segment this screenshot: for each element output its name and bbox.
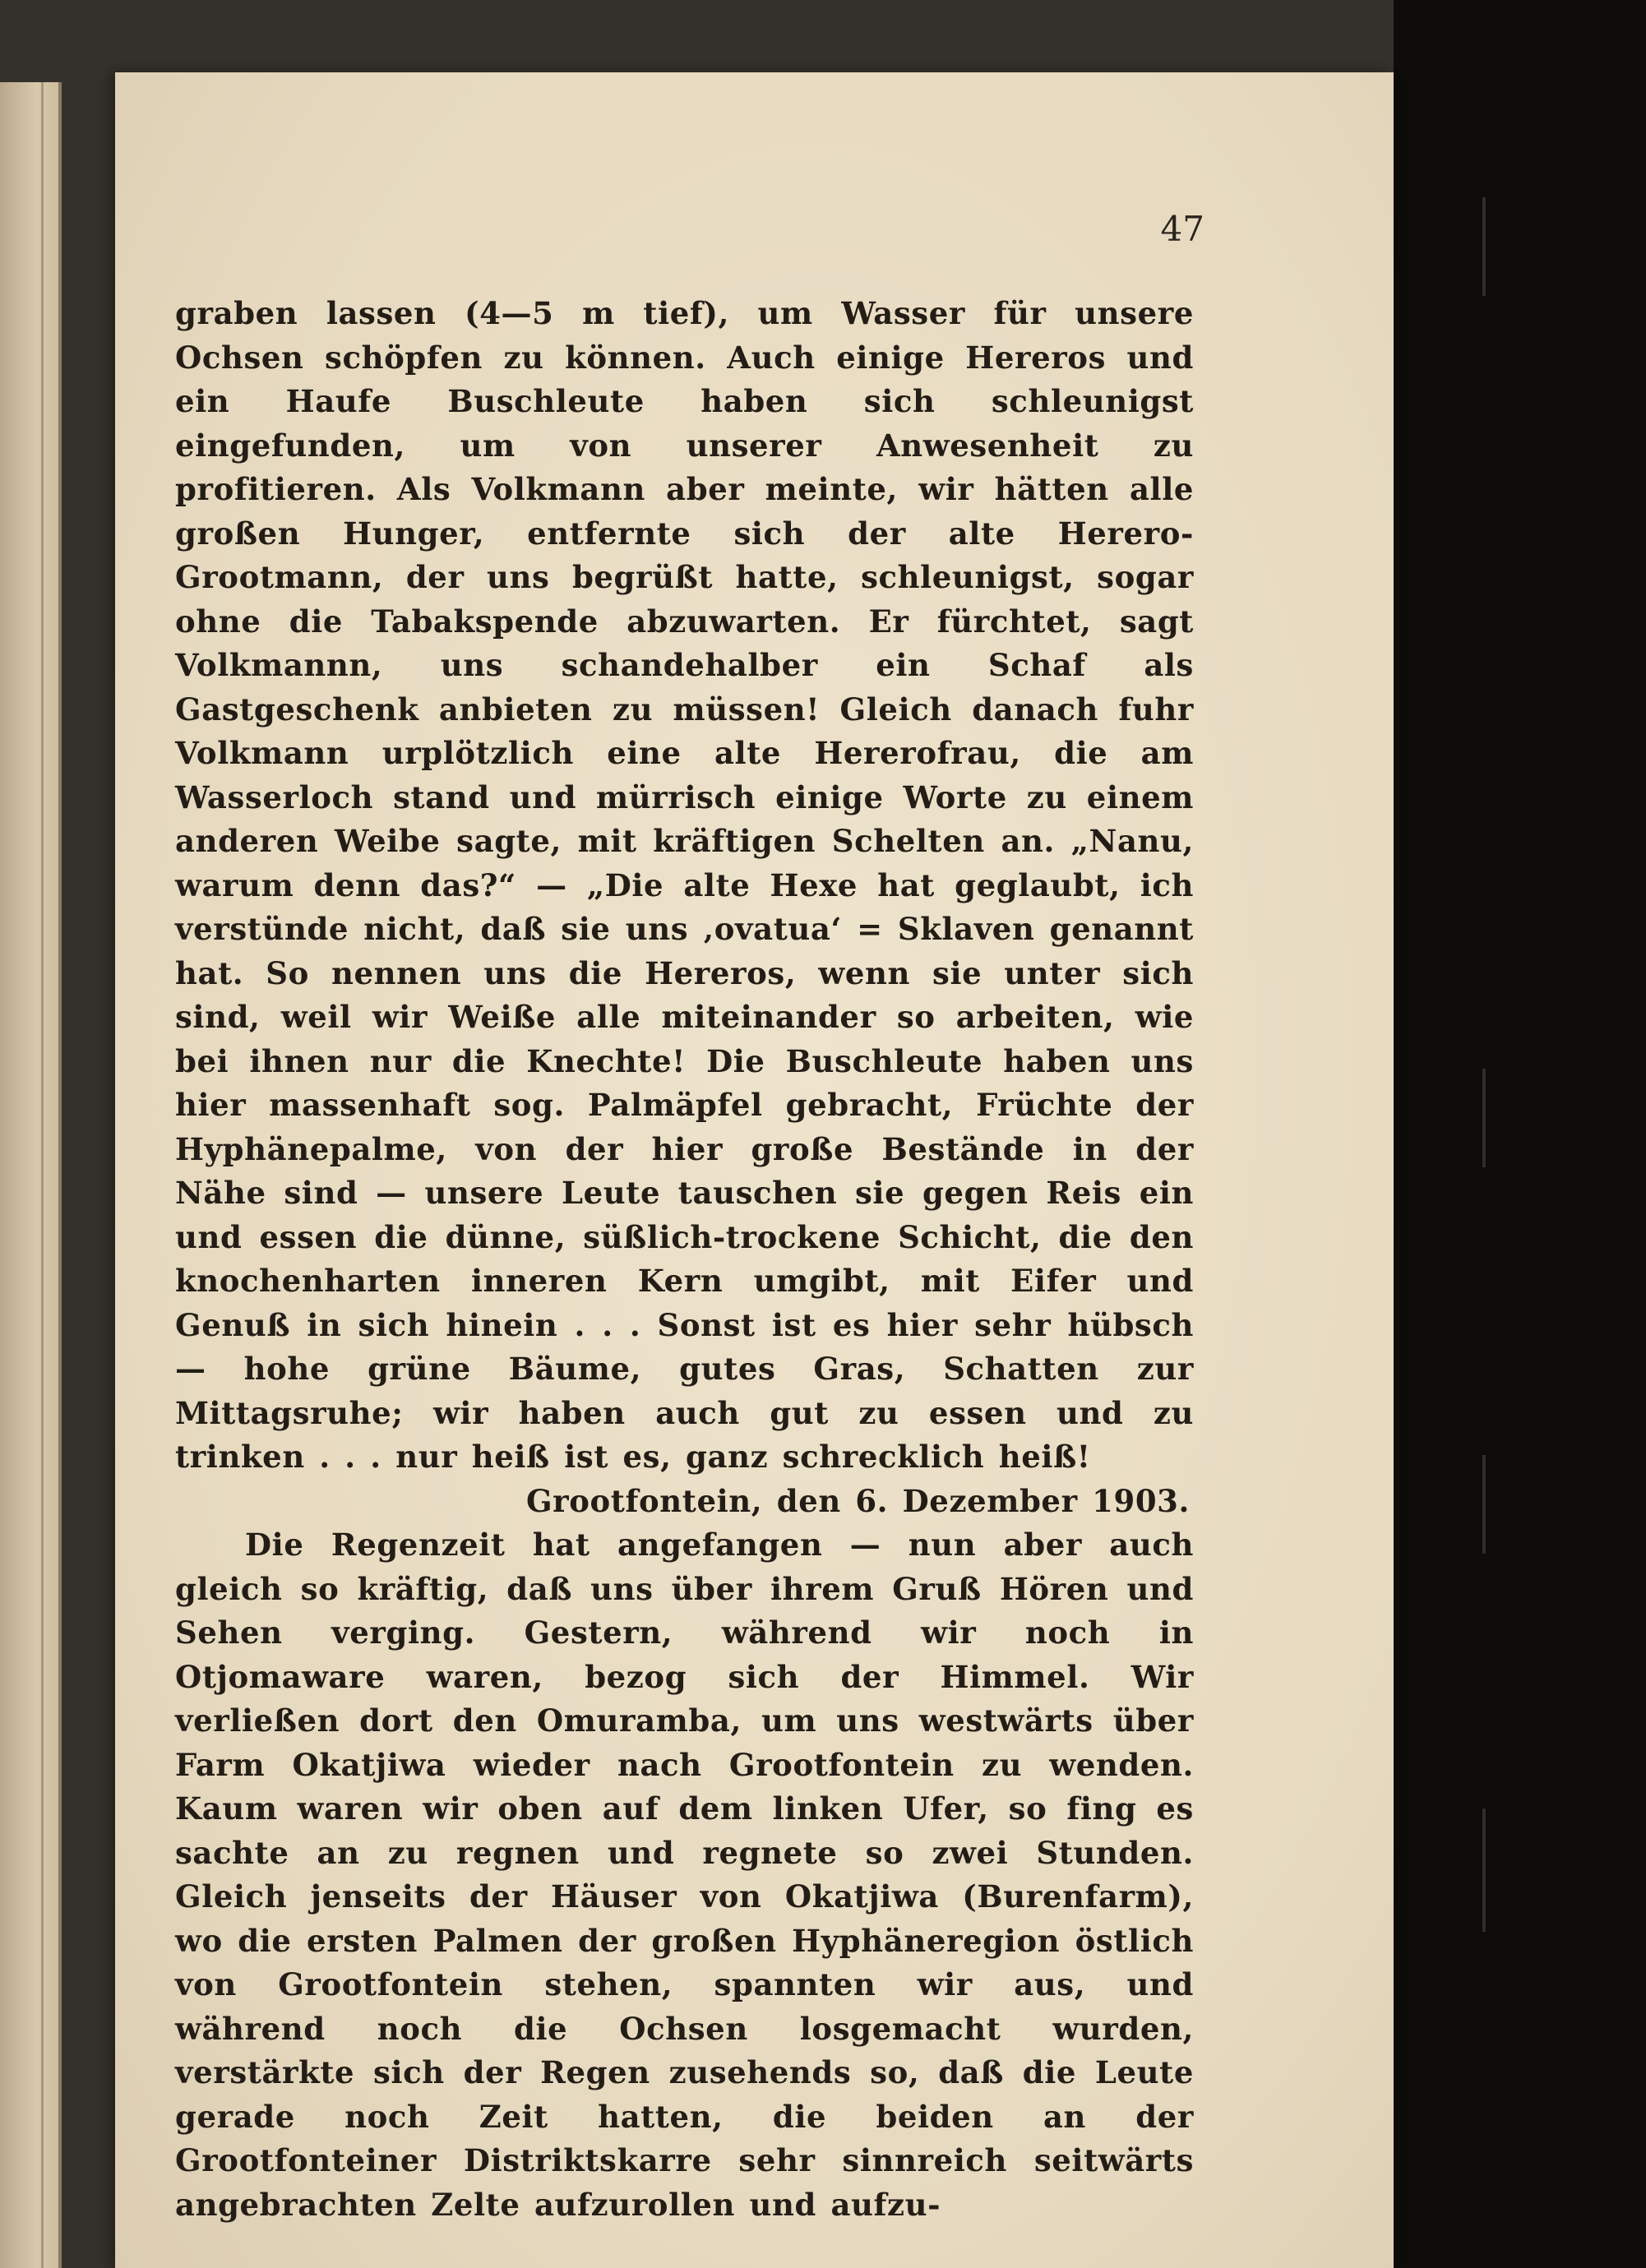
left-page-spine-shadow [58, 82, 62, 2268]
background-right [1394, 0, 1646, 2268]
page-number: 47 [1160, 209, 1204, 249]
background-mark [1482, 1808, 1486, 1932]
left-page-fold-line [41, 82, 44, 2268]
dateline: Grootfontein, den 6. Dezember 1903. [525, 1482, 1190, 1519]
background-mark [1482, 1069, 1486, 1167]
paragraph-1: graben lassen (4—5 m tief), um Wasser für unsere Ochsen schöpfen zu können. Auch einige Hereros und ein Haufe Buschleute haben sich schleunigst eingefunden, um von unserer Anwesenheit zu profitieren. Als Volkmann aber meinte, wir hätten alle großen Hunger, entfernte sich der alte Herero-Grootmann, der uns begrüßt hatte, schleunigst, sogar ohne die Tabakspende abzuwarten. Er fürchtet, sagt Volkmannn, uns schandehalber ein Schaf als Gastgeschenk anbieten zu müssen! Gleich danach fuhr Volkmann urplötzlich eine alte Hererofrau, die am Wasserloch stand und mürrisch einige Worte zu einem anderen Weibe sagte, mit kräftigen Schelten an. „Nanu, warum denn das?“ — „Die alte Hexe hat geglaubt, ich verstünde nicht, daß sie uns ‚ovatua‘ = Sklaven genannt hat. So nennen uns die Hereros, wenn sie unter sich sind, weil wir Weiße alle miteinander so arbeiten, wie bei ihnen nur die Knechte! Die Buschleute haben uns hier massenhaft sog. Palmäpfel gebracht, Früchte der Hyphänepalme, von der hier große Bestände in der Nähe sind — unsere Leute tauschen sie gegen Reis ein und essen die dünne, süßlich-trockene Schicht, die den knochenharten inneren Kern umgibt, mit Eifer und Genuß in sich hinein . . . Sonst ist es hier sehr hübsch — hohe grüne Bäume, gutes Gras, Schatten zur Mittagsruhe; wir haben auch gut zu essen und zu trinken . . . nur heiß ist es, ganz schrecklich heiß! [175, 295, 1194, 1475]
background-mark [1482, 197, 1486, 296]
page-text [175, 292, 1194, 2227]
left-page-edge [0, 82, 62, 2268]
background-mark [1482, 1455, 1486, 1554]
paragraph-2: Die Regenzeit hat angefangen — nun aber auch gleich so kräftig, daß uns über ihrem Gruß Hören und Sehen verging. Gestern, während wir noch in Otjomaware waren, bezog sich der Himmel. Wir verließen dort den Omuramba, um uns westwärts über Farm Okatjiwa wieder nach Grootfontein zu wenden. Kaum waren wir oben auf dem linken Ufer, so fing es sachte an zu regnen und regnete so zwei Stunden. Gleich jenseits der Häuser von Okatjiwa (Burenfarm), wo die ersten Palmen der großen Hyphäneregion östlich von Grootfontein stehen, spannten wir aus, und während noch die Ochsen losgemacht wurden, verstärkte sich der Regen zusehends so, daß die Leute gerade noch Zeit hatten, die beiden an der Grootfonteiner Distriktskarre sehr sinnreich seitwärts angebrachten Zelte aufzurollen und aufzu- [175, 1527, 1194, 2223]
